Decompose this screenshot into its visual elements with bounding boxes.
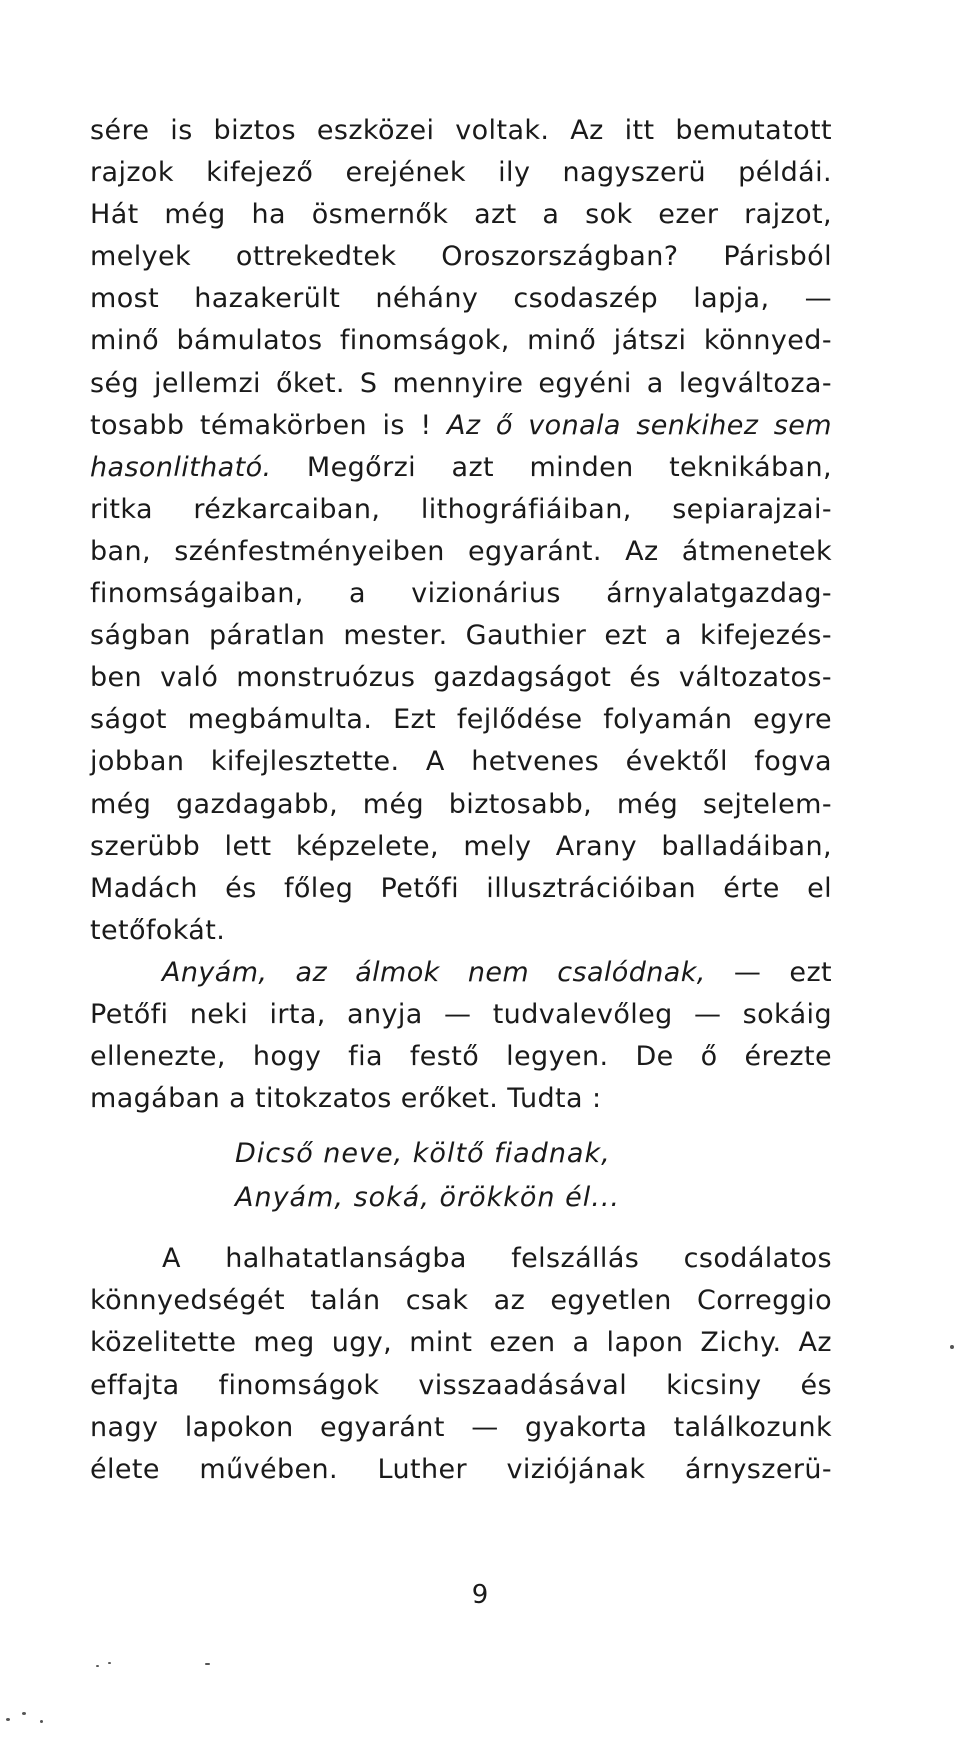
- page-number: 9: [471, 1580, 489, 1610]
- text-line: tetőfokát.: [90, 914, 226, 946]
- page-text: [90, 110, 832, 1491]
- text-line: A halhatatlanságba felszállás csodálatos: [162, 1243, 832, 1275]
- text-line: Petőfi neki irta, anyja — tudvalevőleg — sokáig: [90, 998, 832, 1030]
- italic-text: hasonlitható.: [90, 451, 272, 483]
- text-line: Madách és főleg Petőfi illusztrációiban érte el: [90, 872, 832, 904]
- verse-line: Anyám, soká, örökkön él...: [235, 1182, 620, 1214]
- text-line: még gazdagabb, még biztosabb, még sejtelem-: [90, 788, 832, 820]
- text-line: melyek ottrekedtek Oroszországban? Párisból: [90, 241, 832, 273]
- text-line: ség jellemzi őket. S mennyire egyéni a legváltoza-: [90, 367, 832, 399]
- text-line: [90, 447, 832, 489]
- text-line: ságban páratlan mester. Gauthier ezt a kifejezés-: [90, 620, 832, 652]
- verse-quote: [90, 1132, 832, 1220]
- print-speck: [22, 1712, 26, 1715]
- text-line: magában a titokzatos erőket. Tudta :: [90, 1083, 602, 1115]
- text-run: Megőrzi azt minden teknikában,: [271, 451, 832, 483]
- verse-line: Dicső neve, költő fiadnak,: [235, 1138, 611, 1170]
- text-line: [90, 405, 832, 447]
- text-line: szerübb lett képzelete, mely Arany balladáiban,: [90, 830, 832, 862]
- text-line: Hát még ha ösmernők azt a sok ezer rajzot,: [90, 199, 832, 231]
- print-speck: [205, 1663, 210, 1665]
- text-line: jobban kifejlesztette. A hetvenes évektől fogva: [90, 746, 832, 778]
- text-line: élete művében. Luther viziójának árnyszerü-: [90, 1453, 832, 1485]
- text-line: ben való monstruózus gazdagságot és változatos-: [90, 662, 832, 694]
- print-speck: [40, 1720, 43, 1723]
- italic-text: Az ő vonala senkihez sem: [447, 409, 832, 441]
- print-speck: [6, 1718, 10, 1721]
- text-line: könnyedségét talán csak az egyetlen Correggio: [90, 1285, 832, 1317]
- text-run: tosabb témakörben is !: [90, 409, 447, 441]
- text-run: — ezt: [705, 956, 833, 988]
- print-speck: [96, 1665, 99, 1667]
- text-line: minő bámulatos finomságok, minő játszi könnyed-: [90, 325, 832, 357]
- text-line: sére is biztos eszközei voltak. Az itt bemutatott: [90, 115, 832, 146]
- text-line: ritka rézkarcaiban, lithográfiáiban, sepiarajzai-: [90, 493, 832, 525]
- text-line: effajta finomságok visszaadásával kicsiny és: [90, 1369, 832, 1401]
- print-speck: [108, 1662, 111, 1664]
- text-line: ságot megbámulta. Ezt fejlődése folyamán egyre: [90, 704, 832, 736]
- text-line: most hazakerült néhány csodaszép lapja, —: [90, 283, 832, 315]
- text-line: ban, szénfestményeiben egyaránt. Az átmenetek: [90, 535, 832, 567]
- text-line: [90, 952, 832, 994]
- text-line: ellenezte, hogy fia festő legyen. De ő érezte: [90, 1041, 832, 1073]
- print-speck: [950, 1345, 954, 1349]
- text-line: nagy lapokon egyaránt — gyakorta találkozunk: [90, 1411, 832, 1443]
- italic-text: Anyám, az álmok nem csalódnak,: [162, 956, 706, 988]
- text-line: finomságaiban, a vizionárius árnyalatgazdag-: [90, 578, 832, 610]
- text-line: rajzok kifejező erejének ily nagyszerü példái.: [90, 157, 832, 189]
- text-line: közelitette meg ugy, mint ezen a lapon Zichy. Az: [90, 1327, 832, 1359]
